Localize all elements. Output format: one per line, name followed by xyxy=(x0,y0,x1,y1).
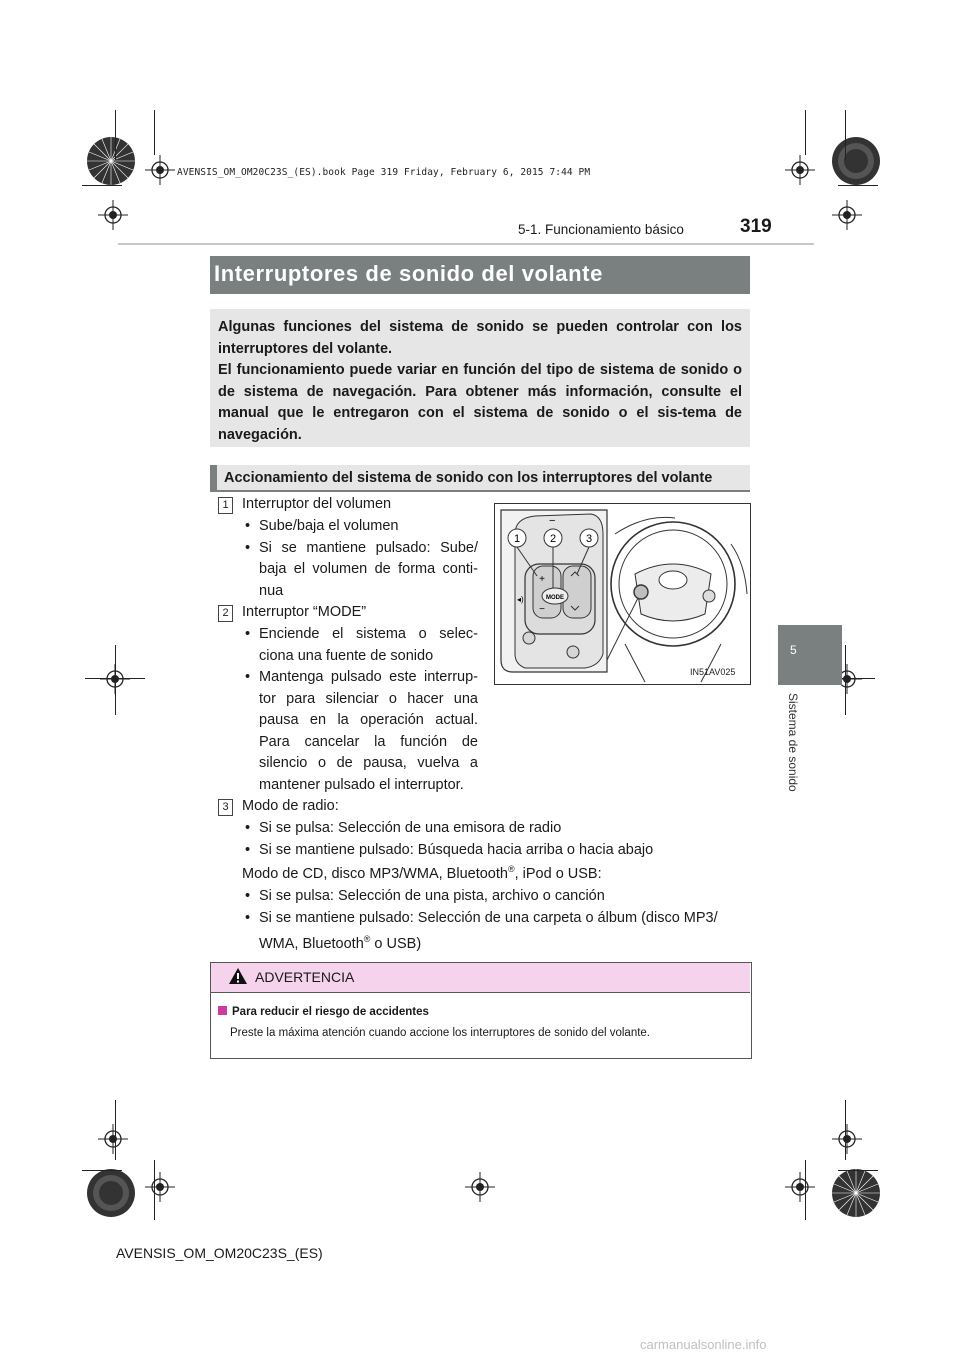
crop-line xyxy=(805,110,806,155)
subheading-marker xyxy=(210,465,217,491)
registration-mark-top-left xyxy=(85,135,137,187)
registration-mark-bottom-left xyxy=(85,1167,137,1219)
callout-1: 1 xyxy=(513,533,521,545)
bullet-item: • Enciende el sistema o selec-ciona una fuente de sonido xyxy=(245,626,478,664)
item-bullets-1 xyxy=(245,516,478,602)
warning-bullet-square xyxy=(218,1006,227,1015)
item-number-3: 3 xyxy=(218,799,233,816)
crop-line xyxy=(845,110,846,160)
item-label-1: Interruptor del volumen xyxy=(242,496,392,512)
item-bullets-3b xyxy=(245,886,745,955)
print-stamp: AVENSIS_OM_OM20C23S_(ES).book Page 319 Friday, February 6, 2015 7:44 PM xyxy=(177,167,591,178)
intro-paragraph: El funcionamiento puede variar en función del tipo de sistema de sonido o de sistema de navegación. Para obtener más información, consulte el manual que le entregaron con el sistema de sonido o el sis-tema de navegación. xyxy=(218,362,742,443)
subheading: Accionamiento del sistema de sonido con los interruptores del volante xyxy=(224,470,713,486)
crop-line xyxy=(845,1100,846,1160)
crop-line xyxy=(115,110,116,160)
crosshair-mark xyxy=(832,1124,862,1154)
chapter-number: 5 xyxy=(790,643,797,657)
crosshair-mark xyxy=(145,155,175,185)
crosshair-mark xyxy=(832,200,862,230)
item-label-3: Modo de radio: xyxy=(242,798,339,814)
bullet-item: • Si se pulsa: Selección de una pista, archivo o canción xyxy=(245,888,605,904)
item-label-3b: Modo de CD, disco MP3/WMA, Bluetooth®, iPod o USB: xyxy=(242,864,602,882)
mode-button-label: MODE xyxy=(546,595,564,601)
bullet-item: • Si se pulsa: Selección de una emisora de radio xyxy=(245,820,562,836)
intro-text xyxy=(218,317,742,446)
crop-line xyxy=(154,1160,155,1220)
crop-line xyxy=(845,645,846,715)
bullet-item: • Si se mantiene pulsado: Selección de una carpeta o álbum (disco MP3/ WMA, Bluetooth® o USB) xyxy=(245,909,718,952)
crop-line xyxy=(115,1100,116,1160)
warning-item-body: Preste la máxima atención cuando accione los interruptores de sonido del volante. xyxy=(230,1027,650,1039)
watermark: carmanualsonline.info xyxy=(640,1337,767,1352)
steering-wheel-drawing xyxy=(495,504,750,684)
crop-line xyxy=(805,1160,806,1220)
crop-line xyxy=(154,110,155,155)
warning-triangle-icon xyxy=(228,967,248,990)
crop-line xyxy=(115,645,116,715)
crosshair-mark xyxy=(465,1172,495,1202)
warning-item-title: Para reducir el riesgo de accidentes xyxy=(218,1006,429,1018)
bullet-item: • Si se mantiene pulsado: Sube/ baja el volumen de forma conti-nua xyxy=(245,539,478,599)
footer-code: AVENSIS_OM_OM20C23S_(ES) xyxy=(116,1245,323,1261)
crosshair-mark xyxy=(98,1124,128,1154)
crop-line xyxy=(85,678,145,679)
svg-text:−: − xyxy=(549,515,556,527)
crop-line xyxy=(82,1170,122,1171)
warning-title: ADVERTENCIA xyxy=(255,969,355,985)
registration-mark-bottom-right xyxy=(830,1167,882,1219)
callout-3: 3 xyxy=(585,533,593,545)
item-number-1: 1 xyxy=(218,497,233,514)
header-rule xyxy=(118,243,814,245)
crosshair-mark xyxy=(145,1172,175,1202)
item-bullets-2 xyxy=(245,624,478,796)
page-number: 319 xyxy=(740,216,772,237)
crosshair-mark xyxy=(785,155,815,185)
registration-mark-top-right xyxy=(830,135,882,187)
crop-line xyxy=(838,1170,878,1171)
figure-code: IN51AV025 xyxy=(690,667,736,677)
item-number-2: 2 xyxy=(218,605,233,622)
section-reference: 5-1. Funcionamiento básico xyxy=(518,222,684,237)
bullet-item: • Si se mantiene pulsado: Búsqueda hacia arriba o hacia abajo xyxy=(245,841,654,858)
crop-line xyxy=(82,185,122,186)
steering-switch-illustration xyxy=(494,503,751,685)
bullet-item: • Sube/baja el volumen xyxy=(245,518,399,534)
crop-line xyxy=(838,185,878,186)
chapter-tab xyxy=(778,625,842,685)
bullet-item: • Mantenga pulsado este interrup-tor para silenciar o hacer una pausa en la operación actual. Para cancelar la función de silencio o de pausa, vuelva a mantener pulsado el interruptor. xyxy=(245,669,478,793)
svg-text:+: + xyxy=(539,574,545,585)
item-bullets-3 xyxy=(245,818,745,861)
intro-paragraph: Algunas funciones del sistema de sonido se pueden controlar con los interruptores del volante. xyxy=(218,319,742,357)
chapter-label: Sistema de sonido xyxy=(786,693,800,792)
crosshair-mark xyxy=(785,1172,815,1202)
page-title: Interruptores de sonido del volante xyxy=(214,261,603,286)
crosshair-mark xyxy=(98,200,128,230)
svg-text:◂): ◂) xyxy=(517,595,524,604)
item-label-2: Interruptor “MODE” xyxy=(242,604,367,620)
svg-text:−: − xyxy=(539,604,545,615)
callout-2: 2 xyxy=(549,533,557,545)
subheading-rule xyxy=(210,490,750,492)
